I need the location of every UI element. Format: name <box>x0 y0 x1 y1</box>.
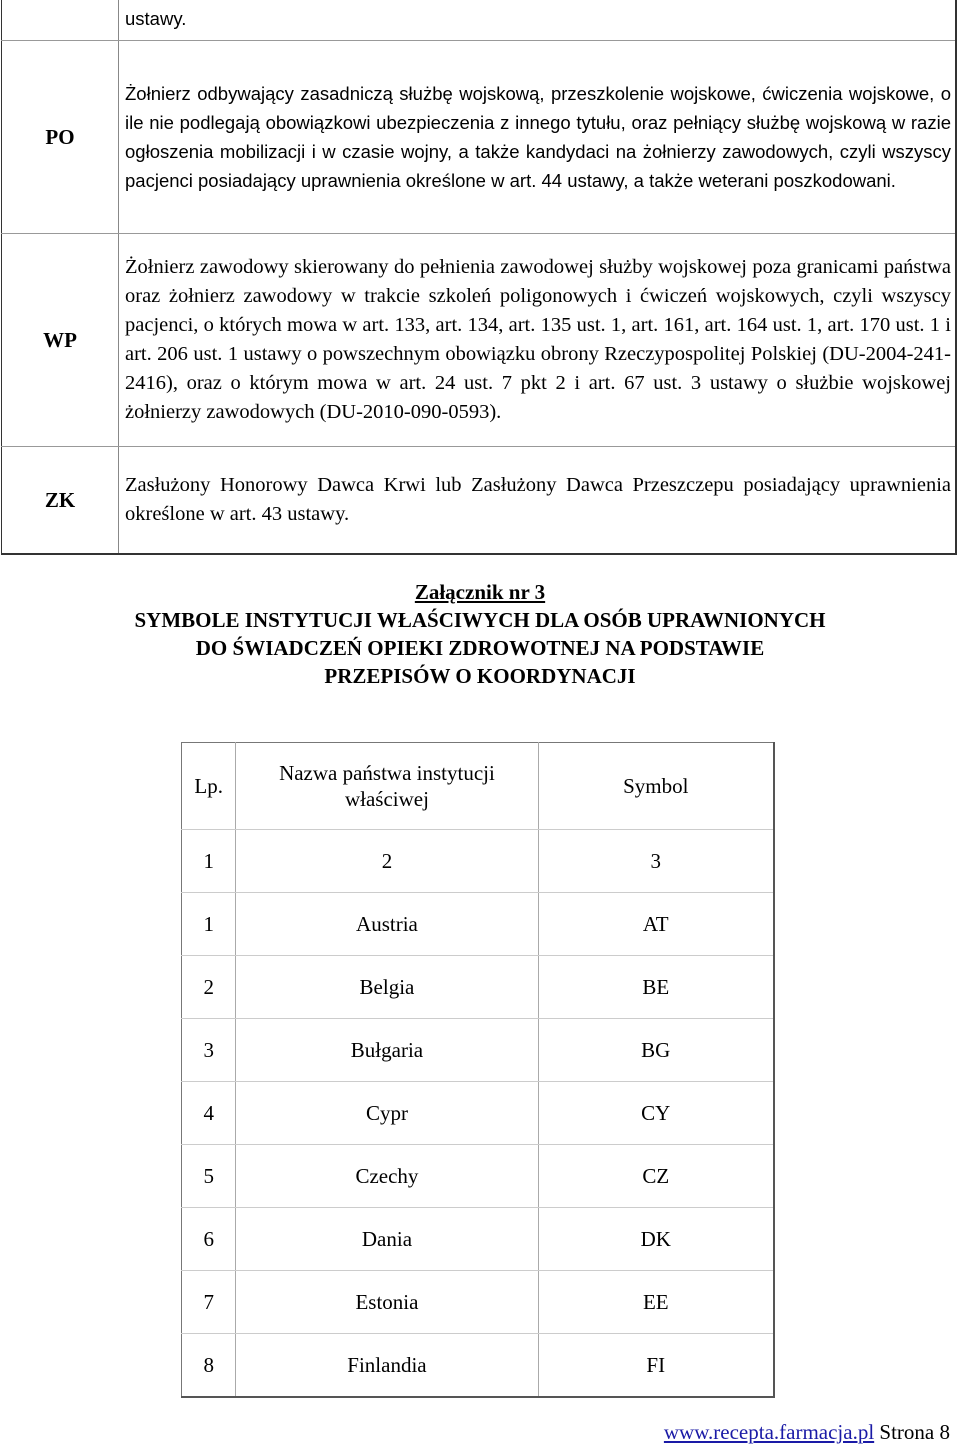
country-symbol: DK <box>538 1208 774 1271</box>
code-cell-zk: ZK <box>2 447 119 555</box>
country-name: Czechy <box>236 1145 538 1208</box>
annex-title: Załącznik nr 3 <box>414 580 546 604</box>
eligibility-codes-table <box>1 0 957 555</box>
country-symbol: BE <box>538 956 774 1019</box>
table-row <box>2 234 957 447</box>
header-lp: Lp. <box>182 743 236 830</box>
description-cell: ustawy. <box>119 0 957 41</box>
table-row <box>182 1334 775 1398</box>
column-number: 3 <box>538 830 774 893</box>
table-row <box>182 1208 775 1271</box>
table-row <box>2 447 957 555</box>
header-row <box>182 743 775 830</box>
annex-subtitle-line-3: PRZEPISÓW O KOORDYNACJI <box>324 664 636 688</box>
country-symbol: CY <box>538 1082 774 1145</box>
column-number: 2 <box>236 830 538 893</box>
code-cell <box>2 0 119 41</box>
row-number: 2 <box>182 956 236 1019</box>
table-row <box>182 1019 775 1082</box>
code-cell-po: PO <box>2 41 119 234</box>
description-cell-zk: Zasłużony Honorowy Dawca Krwi lub Zasłużony Dawca Przeszczepu posiadający uprawnienia określone w art. 43 ustawy. <box>125 474 951 525</box>
country-name: Austria <box>236 893 538 956</box>
country-name: Cypr <box>236 1082 538 1145</box>
table-row <box>2 0 957 41</box>
table-row <box>182 1271 775 1334</box>
page-number: Strona 8 <box>879 1420 950 1444</box>
annex-subtitle-line-1: SYMBOLE INSTYTUCJI WŁAŚCIWYCH DLA OSÓB UPRAWNIONYCH <box>134 608 826 632</box>
row-number: 4 <box>182 1082 236 1145</box>
row-number: 8 <box>182 1334 236 1398</box>
code-cell-wp: WP <box>2 234 119 447</box>
row-number: 7 <box>182 1271 236 1334</box>
country-name: Dania <box>236 1208 538 1271</box>
header-country: Nazwa państwa instytucji właściwej <box>236 743 538 830</box>
country-symbol: CZ <box>538 1145 774 1208</box>
institution-symbols-table <box>181 742 775 1398</box>
country-symbol: BG <box>538 1019 774 1082</box>
row-number: 5 <box>182 1145 236 1208</box>
annex-heading <box>0 578 960 690</box>
table-row <box>182 956 775 1019</box>
table-row <box>2 41 957 234</box>
country-symbol: EE <box>538 1271 774 1334</box>
header-symbol: Symbol <box>538 743 774 830</box>
column-number: 1 <box>182 830 236 893</box>
country-name: Belgia <box>236 956 538 1019</box>
row-number: 6 <box>182 1208 236 1271</box>
country-symbol: FI <box>538 1334 774 1398</box>
country-name: Bułgaria <box>236 1019 538 1082</box>
annex-subtitle-line-2: DO ŚWIADCZEŃ OPIEKI ZDROWOTNEJ NA PODSTAWIE <box>195 636 765 660</box>
site-link[interactable]: www.recepta.farmacja.pl <box>663 1420 875 1444</box>
row-number: 1 <box>182 893 236 956</box>
description-cell-po: Żołnierz odbywający zasadniczą służbę wojskową, przeszkolenie wojskowe, ćwiczenia wojskowe, o ile nie podlegają obowiązkowi ubezpieczenia z innego tytułu, oraz pełniący służbę wojskową w razie ogłoszenia mobilizacji i w czasie wojny, a także kandydaci na żołnierzy zawodowych, czyli wszyscy pacjenci posiadający uprawnienia określone w art. 44 ustawy, a także weterani poszkodowani. <box>119 41 957 234</box>
table-row <box>182 893 775 956</box>
country-name: Finlandia <box>236 1334 538 1398</box>
table-row <box>182 1145 775 1208</box>
row-number: 3 <box>182 1019 236 1082</box>
column-numbering-row <box>182 830 775 893</box>
page-footer <box>664 1420 950 1445</box>
table-row <box>182 1082 775 1145</box>
country-symbol: AT <box>538 893 774 956</box>
country-name: Estonia <box>236 1271 538 1334</box>
description-cell-wp: Żołnierz zawodowy skierowany do pełnienia zawodowej służby wojskowej poza granicami państwa oraz żołnierz zawodowy w trakcie szkoleń poligonowych i ćwiczeń wojskowych, czyli wszyscy pacjenci, o których mowa w art. 133, art. 134, art. 135 ust. 1, art. 161, art. 164 ust. 1, art. 170 ust. 1 i art. 206 ust. 1 ustawy o powszechnym obowiązku obrony Rzeczypospolitej Polskiej (DU-2004-241-2416), oraz o którym mowa w art. 24 ust. 7 pkt 2 i art. 67 ust. 3 ustawy o służbie wojskowej żołnierzy zawodowych (DU-2010-090-0593). <box>119 234 957 447</box>
